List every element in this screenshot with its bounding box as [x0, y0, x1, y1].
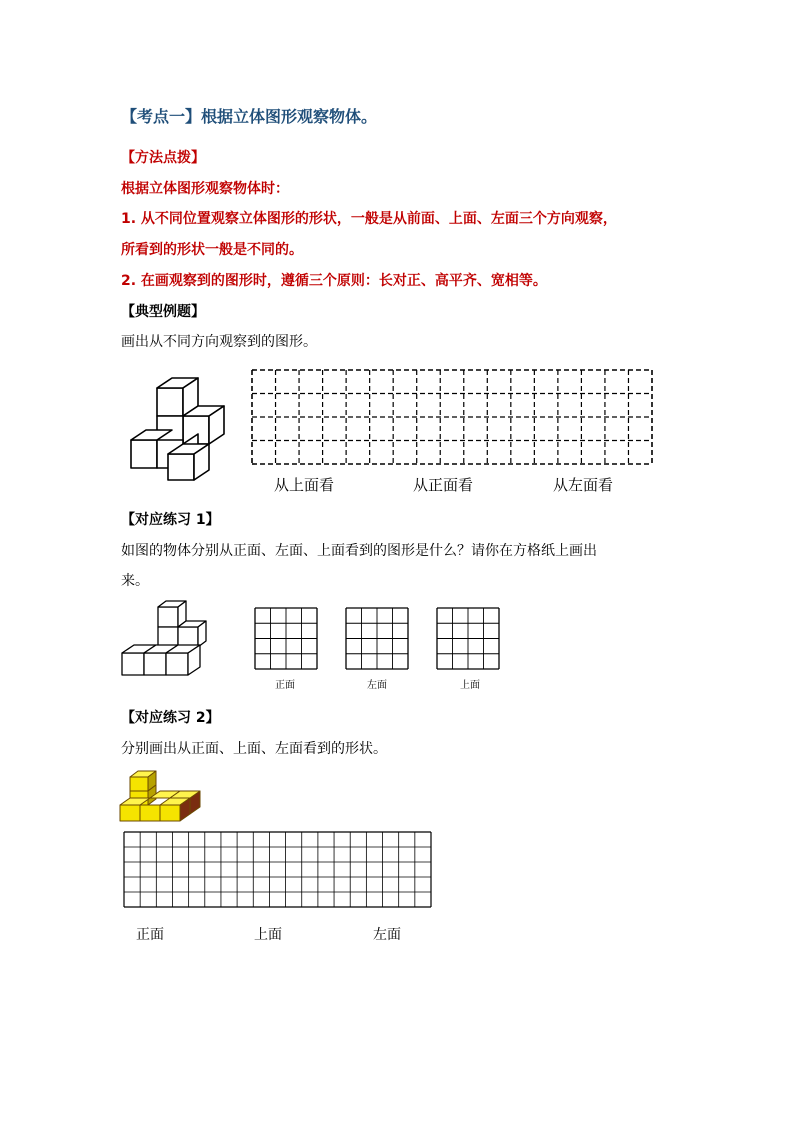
practice-1-prompt-line-1: 如图的物体分别从正面、左面、上面看到的图形是什么？请你在方格纸上画出	[121, 543, 597, 559]
practice-2-heading: 【对应练习 2】	[121, 710, 220, 726]
practice-2-yellow-cube-figure	[118, 771, 204, 823]
practice-1-prompt-line-2: 来。	[121, 573, 149, 589]
example-label-front: 从正面看	[413, 476, 474, 494]
practice-1-label-front: 正面	[275, 680, 295, 691]
example-dashed-grid	[252, 370, 654, 466]
example-prompt: 画出从不同方向观察到的图形。	[121, 334, 317, 350]
example-cube-stack-figure	[128, 376, 228, 482]
example-label-top: 从上面看	[274, 476, 335, 494]
practice-1-cube-figure	[120, 605, 214, 678]
example-heading: 【典型例题】	[121, 304, 205, 320]
practice-2-grid	[124, 832, 432, 908]
practice-1-label-left: 左面	[367, 680, 387, 691]
method-heading: 【方法点拨】	[121, 150, 205, 166]
practice-2-label-front: 正面	[136, 927, 164, 943]
practice-1-grid-front	[255, 608, 318, 670]
practice-1-label-top: 上面	[460, 680, 480, 691]
practice-1-grid-left	[346, 608, 409, 670]
method-point-1-line-1: 1. 从不同位置观察立体图形的形状，一般是从前面、上面、左面三个方向观察，	[121, 211, 617, 227]
method-intro: 根据立体图形观察物体时：	[121, 181, 289, 197]
practice-1-grid-top	[437, 608, 500, 670]
method-point-1-line-2: 所看到的形状一般是不同的。	[121, 242, 303, 258]
practice-2-label-top: 上面	[254, 927, 282, 943]
example-label-left: 从左面看	[553, 476, 614, 494]
practice-2-prompt: 分别画出从正面、上面、左面看到的形状。	[121, 741, 387, 757]
method-point-2: 2. 在画观察到的图形时，遵循三个原则：长对正、高平齐、宽相等。	[121, 273, 547, 289]
practice-1-heading: 【对应练习 1】	[121, 512, 220, 528]
practice-2-label-left: 左面	[373, 927, 401, 943]
section-title: 【考点一】根据立体图形观察物体。	[121, 107, 378, 126]
